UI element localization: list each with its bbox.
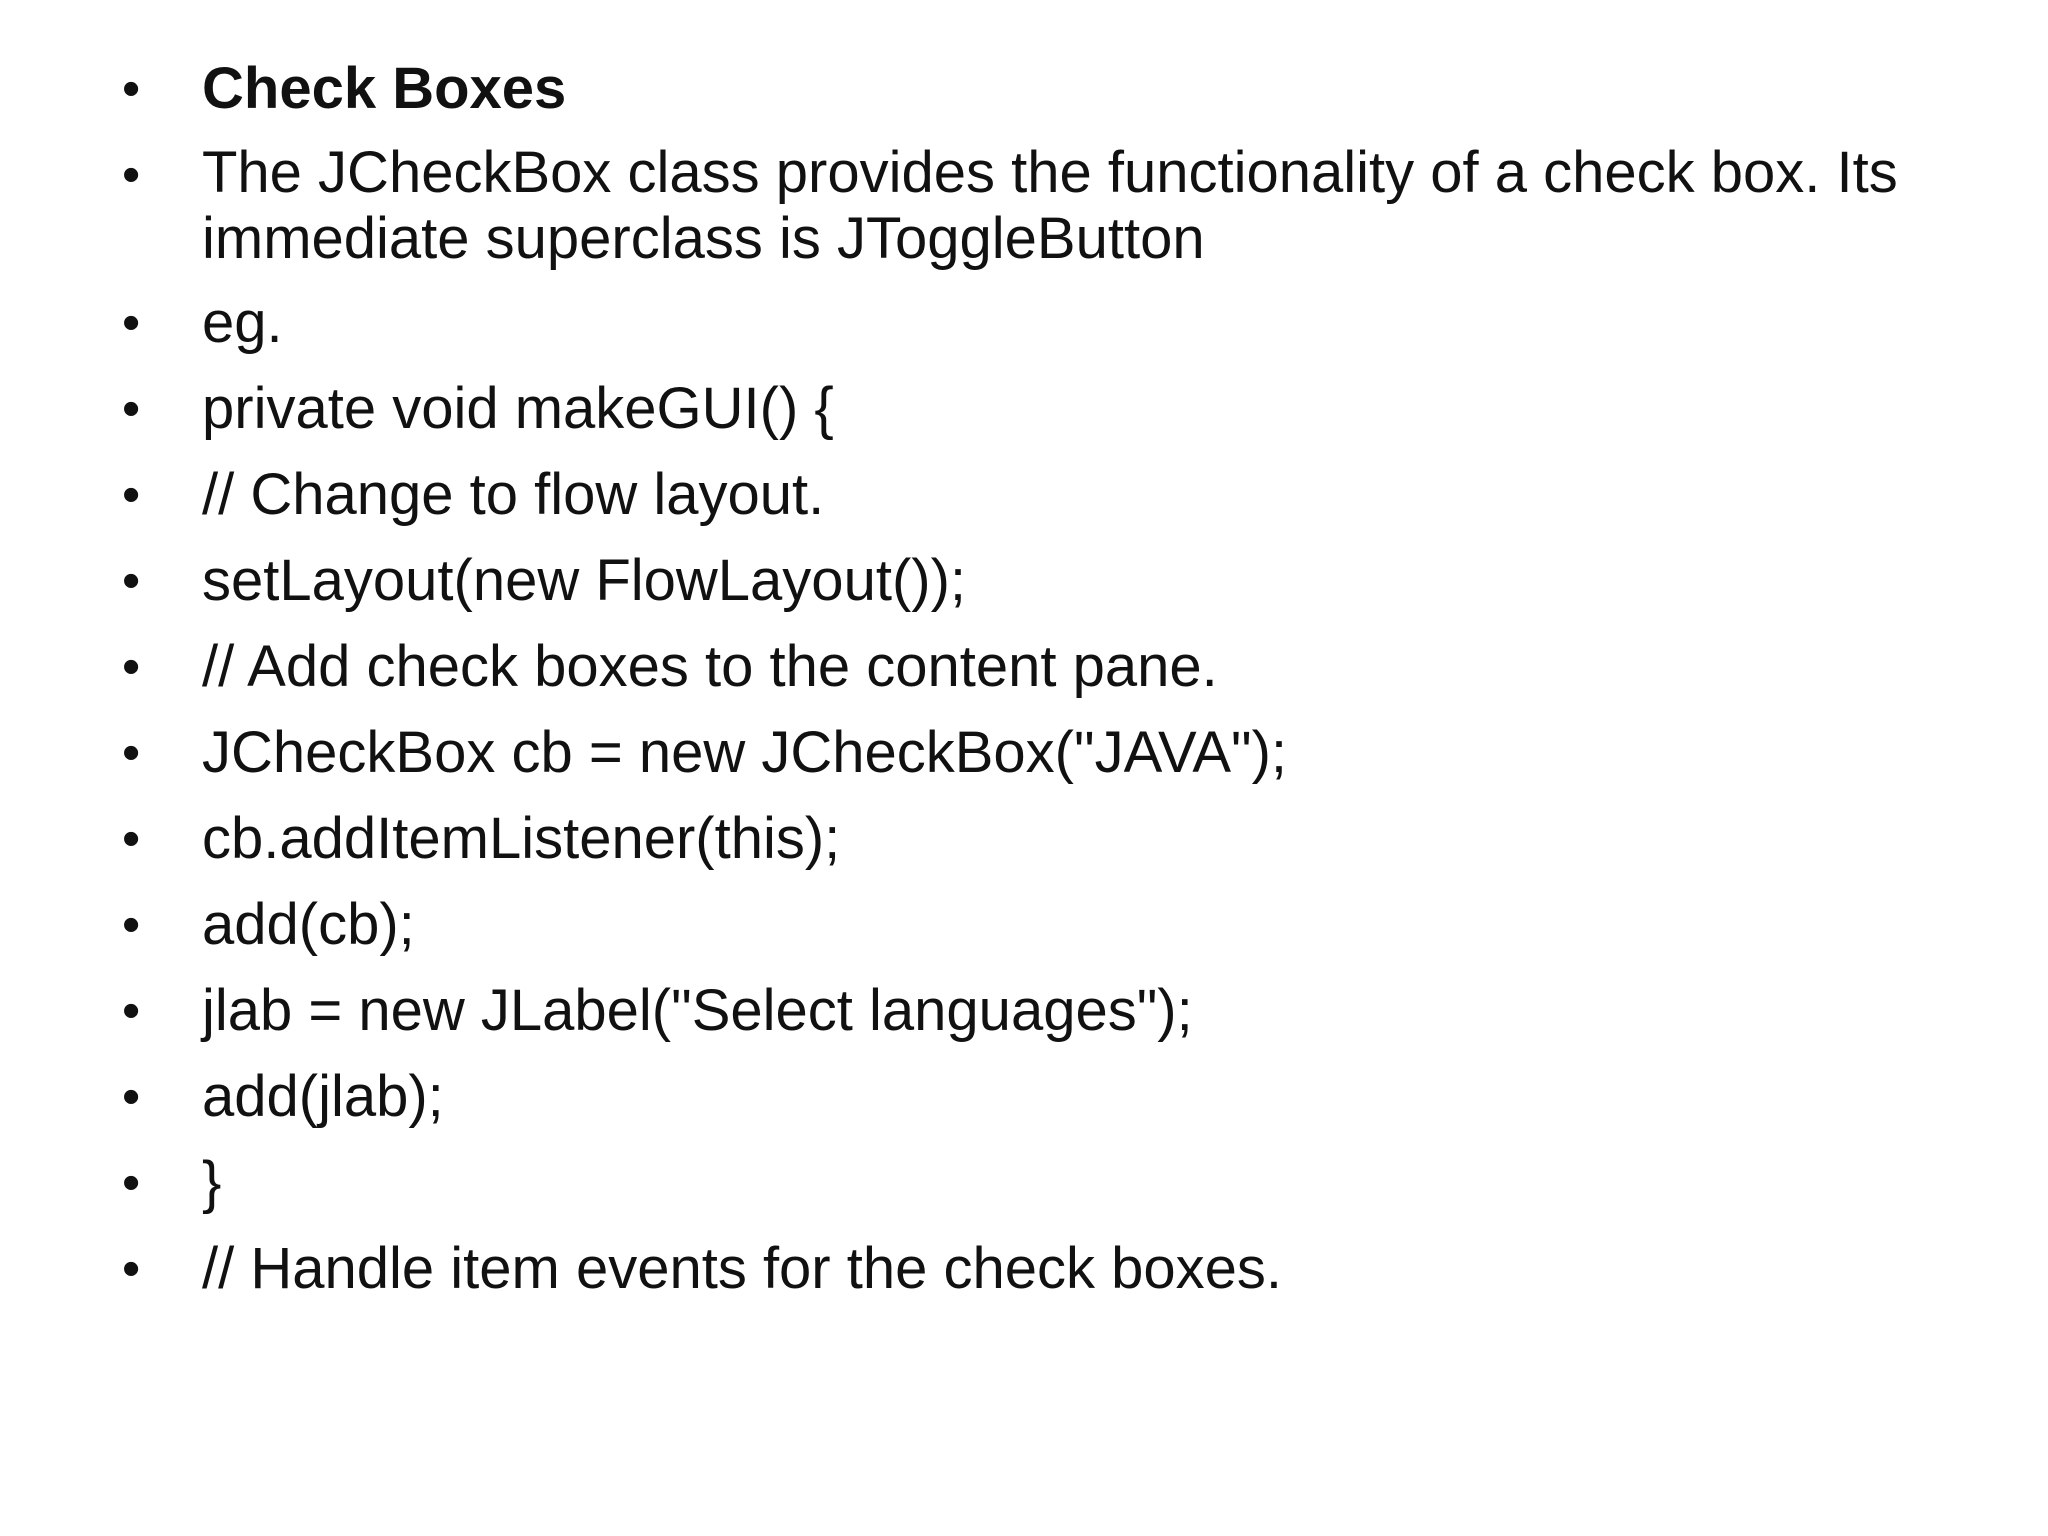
code-line: jlab = new JLabel("Select languages"); xyxy=(202,978,1193,1043)
bullet-icon: • xyxy=(122,982,141,1040)
bullet-item xyxy=(122,718,1952,788)
bullet-icon: • xyxy=(122,724,141,782)
code-line: // Handle item events for the check boxes. xyxy=(202,1236,1282,1301)
bullet-icon: • xyxy=(122,380,141,438)
bullet-icon: • xyxy=(122,638,141,696)
code-line: JCheckBox cb = new JCheckBox("JAVA"); xyxy=(202,720,1288,785)
code-line: // Change to flow layout. xyxy=(202,462,825,527)
bullet-icon: • xyxy=(122,1154,141,1212)
bullet-icon: • xyxy=(122,294,141,352)
bullet-icon: • xyxy=(122,1068,141,1126)
bullet-item xyxy=(122,804,1952,874)
bullet-icon: • xyxy=(122,146,141,204)
bullet-item-title xyxy=(122,54,1952,124)
bullet-item xyxy=(122,460,1952,530)
bullet-item xyxy=(122,976,1952,1046)
code-line: } xyxy=(202,1150,222,1215)
code-line: add(cb); xyxy=(202,892,415,957)
bullet-item xyxy=(122,546,1952,616)
bullet-item xyxy=(122,632,1952,702)
bullet-text: eg. xyxy=(202,290,283,355)
bullet-text: The JCheckBox class provides the functionality of a check box. Its immediate superclass is JToggleButton xyxy=(202,140,1914,271)
bullet-list xyxy=(122,54,1952,1320)
bullet-icon: • xyxy=(122,466,141,524)
bullet-icon: • xyxy=(122,552,141,610)
bullet-icon: • xyxy=(122,1240,141,1298)
bullet-item xyxy=(122,1234,1952,1304)
bullet-item xyxy=(122,890,1952,960)
code-line: cb.addItemListener(this); xyxy=(202,806,841,871)
bullet-icon: • xyxy=(122,810,141,868)
bullet-item xyxy=(122,1062,1952,1132)
bullet-item xyxy=(122,140,1952,272)
bullet-item xyxy=(122,374,1952,444)
code-line: add(jlab); xyxy=(202,1064,444,1129)
bullet-item xyxy=(122,288,1952,358)
bullet-icon: • xyxy=(122,896,141,954)
code-line: // Add check boxes to the content pane. xyxy=(202,634,1218,699)
bullet-item xyxy=(122,1148,1952,1218)
slide-heading: Check Boxes xyxy=(202,56,567,121)
bullet-icon: • xyxy=(122,60,141,118)
code-line: setLayout(new FlowLayout()); xyxy=(202,548,966,613)
code-line: private void makeGUI() { xyxy=(202,376,834,441)
